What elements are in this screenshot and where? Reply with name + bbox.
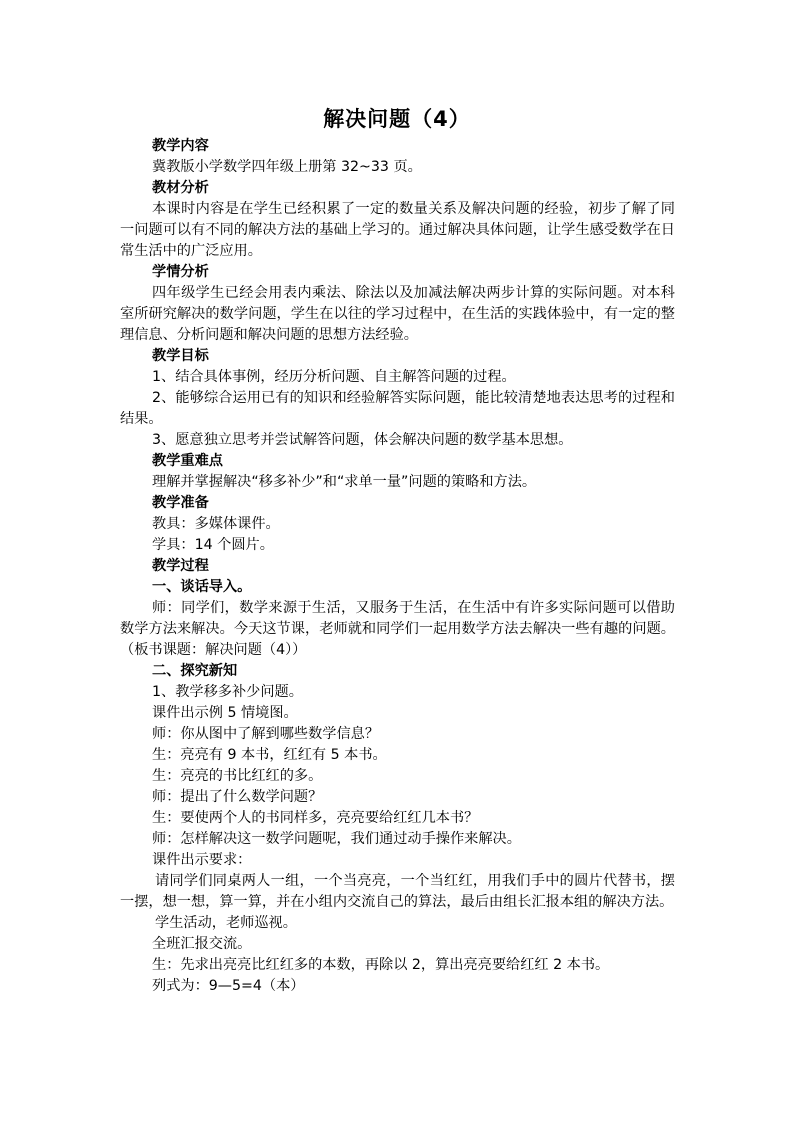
part-heading-explore: 二、探究新知 xyxy=(152,663,238,679)
dialogue-line: 学生活动，老师巡视。 xyxy=(155,915,297,931)
goal-item: 1、结合具体事例，经历分析问题、自主解答问题的过程。 xyxy=(152,369,516,385)
section-heading-key: 教学重难点 xyxy=(152,453,223,469)
section-heading-analysis: 教材分析 xyxy=(152,180,209,196)
part-heading-intro: 一、谈话导入。 xyxy=(152,579,252,595)
paragraph-key: 理解并掌握解决“移多补少”和“求单一量”问题的策略和方法。 xyxy=(152,474,537,490)
paragraph-requirement: 请同学们同桌两人一组，一个当亮亮，一个当红红，用我们手中的圆片代替书，摆一摆，想一想，算一算，并在小组内交流自己的算法，最后由组长汇报本组的解决方法。 xyxy=(120,873,675,910)
paragraph-analysis: 本课时内容是在学生已经积累了一定的数量关系及解决问题的经验，初步了解了同一问题可以有不同的解决方法的基础上学习的。通过解决具体问题，让学生感受数学在日常生活中的广泛应用。 xyxy=(120,201,675,259)
dialogue-line: 生：亮亮有 9 本书，红红有 5 本书。 xyxy=(152,747,387,763)
paragraph-intro: 师：同学们，数学来源于生活，又服务于生活，在生活中有许多实际问题可以借助数学方法来解决。今天这节课，老师就和同学们一起用数学方法去解决一些有趣的问题。（板书课题：解决问题（4）） xyxy=(120,600,675,658)
goal-item: 2、能够综合运用已有的知识和经验解答实际问题，能比较清楚地表达思考的过程和结果。 xyxy=(120,390,675,427)
dialogue-line: 师：怎样解决这一数学问题呢，我们通过动手操作来解决。 xyxy=(152,831,521,847)
dialogue-line: 全班汇报交流。 xyxy=(152,936,252,952)
prep-teacher: 教具：多媒体课件。 xyxy=(152,516,280,532)
dialogue-line: 生：先求出亮亮比红红多的本数，再除以 2，算出亮亮要给红红 2 本书。 xyxy=(152,957,610,973)
document-body xyxy=(120,136,675,997)
goal-item: 3、愿意独立思考并尝试解答问题，体会解决问题的数学基本思想。 xyxy=(152,432,573,448)
paragraph-content: 冀教版小学数学四年级上册第 32~33 页。 xyxy=(152,159,422,175)
dialogue-line: 生：亮亮的书比红红的多。 xyxy=(152,768,323,784)
dialogue-line: 列式为：9—5=4（本） xyxy=(152,978,305,994)
prep-student: 学具：14 个圆片。 xyxy=(152,537,274,553)
dialogue-line: 课件出示例 5 情境图。 xyxy=(152,705,298,721)
dialogue-line: 师：你从图中了解到哪些数学信息？ xyxy=(152,726,380,742)
section-heading-goals: 教学目标 xyxy=(152,348,209,364)
document-title: 解决问题（4） xyxy=(323,107,471,131)
paragraph-students: 四年级学生已经会用表内乘法、除法以及加减法解决两步计算的实际问题。对本科室所研究解决的数学问题，学生在以往的学习过程中，在生活的实践体验中，有一定的整理信息、分析问题和解决问题的思想方法经验。 xyxy=(120,285,675,343)
section-heading-process: 教学过程 xyxy=(152,558,209,574)
dialogue-line: 生：要使两个人的书同样多，亮亮要给红红几本书？ xyxy=(152,810,479,826)
dialogue-line: 师：提出了什么数学问题？ xyxy=(152,789,323,805)
section-heading-prep: 教学准备 xyxy=(152,495,209,511)
section-heading-students: 学情分析 xyxy=(152,264,209,280)
section-heading-content: 教学内容 xyxy=(152,138,209,154)
dialogue-line: 1、教学移多补少问题。 xyxy=(152,684,303,700)
dialogue-line: 课件出示要求： xyxy=(152,852,252,868)
